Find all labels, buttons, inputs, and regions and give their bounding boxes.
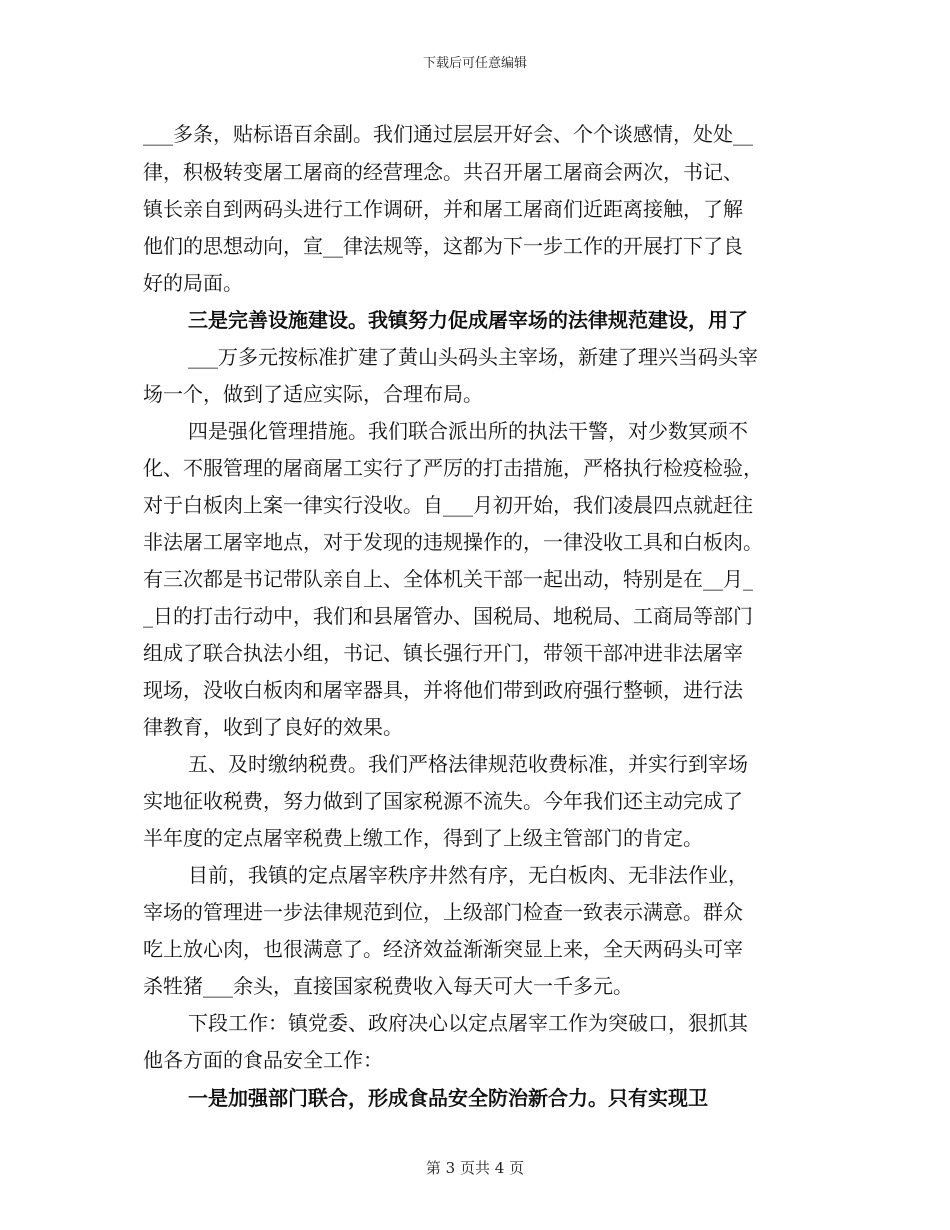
text-line: 场一个，做到了适应实际，合理布局。 xyxy=(143,382,483,406)
text-line: 律教育，收到了良好的效果。 xyxy=(143,715,403,739)
text-line: 现场，没收白板肉和屠宰器具，并将他们带到政府强行整顿，进行法 xyxy=(143,678,743,702)
text-line: 好的局面。 xyxy=(143,271,243,295)
text-line: 实地征收税费，努力做到了国家税源不流失。今年我们还主动完成了 xyxy=(143,789,743,813)
text-line: 他各方面的食品安全工作： xyxy=(143,1048,383,1072)
text-line: 组成了联合执法小组，书记、镇长强行开门，带领干部冲进非法屠宰 xyxy=(143,641,743,665)
text-line: 化、不服管理的屠商屠工实行了严厉的打击措施，严格执行检疫检验， xyxy=(143,456,763,480)
section-heading: 一是加强部门联合，形成食品安全防治新合力。只有实现卫 xyxy=(188,1086,708,1110)
text-line: 四是强化管理措施。我们联合派出所的执法干警，对少数冥顽不 xyxy=(188,419,748,443)
section-heading: 三是完善设施建设。我镇努力促成屠宰场的法律规范建设，用了 xyxy=(188,308,748,332)
text-line: 镇长亲自到两码头进行工作调研，并和屠工屠商们近距离接触，了解 xyxy=(143,197,743,221)
text-line: 律，积极转变屠工屠商的经营理念。共召开屠工屠商会两次，书记、 xyxy=(143,160,743,184)
page-header: 下载后可任意编辑 xyxy=(422,56,527,71)
page-number: 第 3 页共 4 页 xyxy=(425,1159,525,1177)
text-line: 下段工作：镇党委、政府决心以定点屠宰工作为突破口，狠抓其 xyxy=(188,1011,748,1035)
text-line: ___多条，贴标语百余副。我们通过层层开好会、个个谈感情，处处__ xyxy=(143,122,753,146)
text-line: 吃上放心肉，也很满意了。经济效益渐渐突显上来，全天两码头可宰 xyxy=(143,937,743,961)
text-line: 宰场的管理进一步法律规范到位，上级部门检查一致表示满意。群众 xyxy=(143,900,743,924)
text-line: 非法屠工屠宰地点，对于发现的违规操作的，一律没收工具和白板肉。 xyxy=(143,530,763,554)
text-line: 半年度的定点屠宰税费上缴工作，得到了上级主管部门的肯定。 xyxy=(143,826,703,850)
text-line: _日的打击行动中，我们和县屠管办、国税局、地税局、工商局等部门 xyxy=(143,604,753,628)
text-line: 五、及时缴纳税费。我们严格法律规范收费标准，并实行到宰场 xyxy=(188,752,748,776)
text-line: 对于白板肉上案一律实行没收。自___月初开始，我们凌晨四点就赶往 xyxy=(143,493,753,517)
text-line: ___万多元按标准扩建了黄山头码头主宰场，新建了理兴当码头宰 xyxy=(188,345,758,369)
text-line: 有三次都是书记带队亲自上、全体机关干部一起出动，特别是在__月_ xyxy=(143,567,753,591)
text-line: 目前，我镇的定点屠宰秩序井然有序，无白板肉、无非法作业， xyxy=(188,863,748,887)
text-line: 他们的思想动向，宣__律法规等，这都为下一步工作的开展打下了良 xyxy=(143,234,743,258)
text-line: 杀牲猪___余头，直接国家税费收入每天可大一千多元。 xyxy=(143,974,633,998)
